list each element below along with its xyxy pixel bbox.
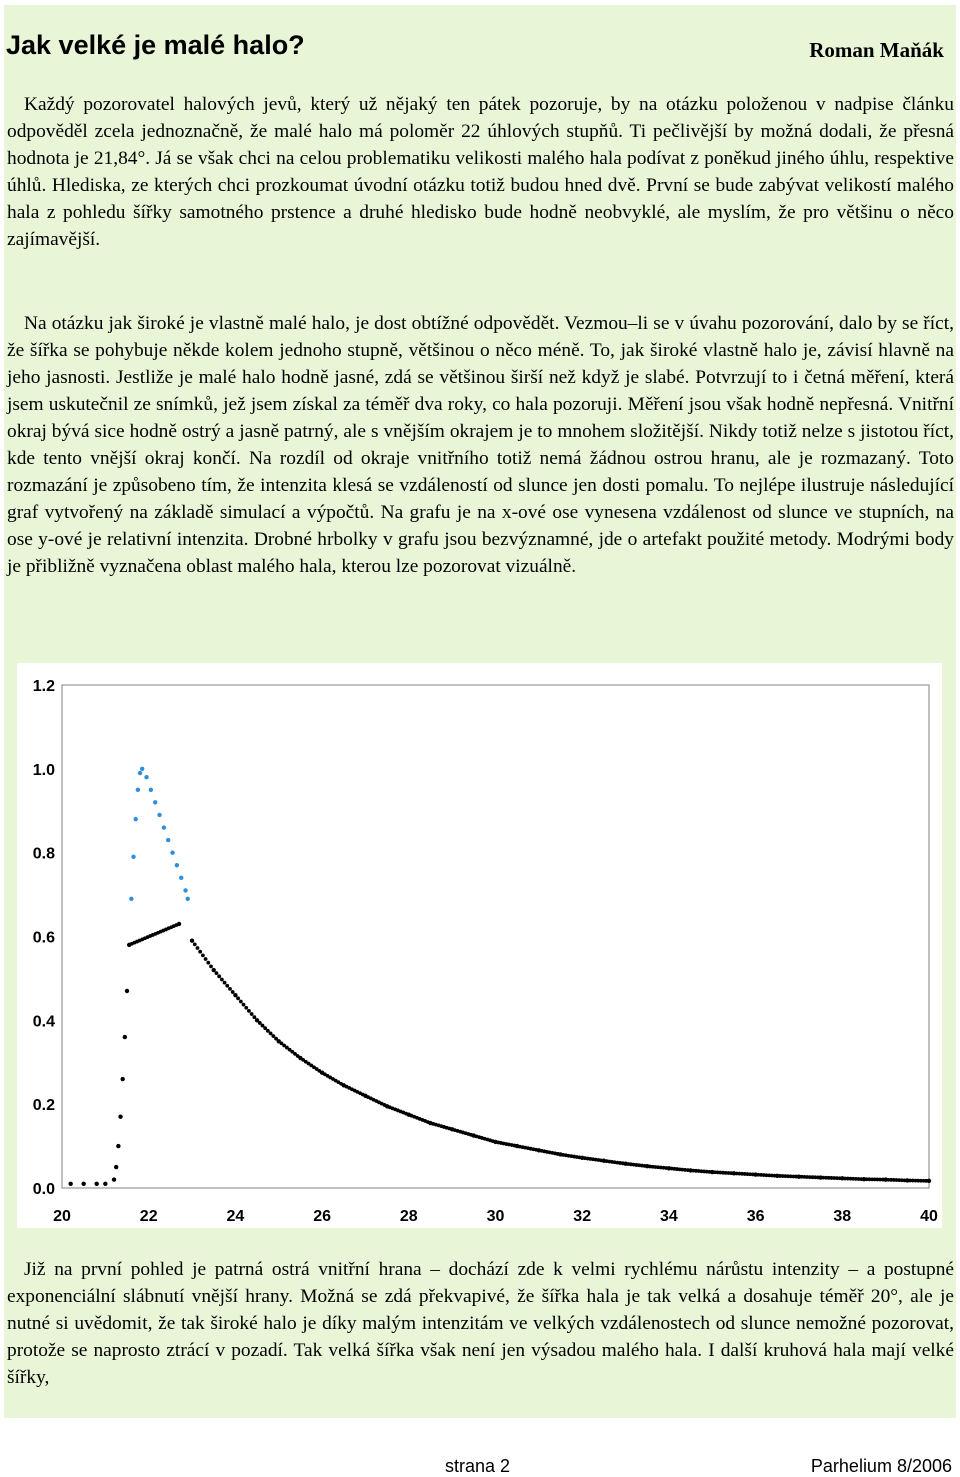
data-point: [190, 938, 194, 942]
data-point: [114, 1165, 118, 1169]
data-point-dense: [236, 996, 240, 1000]
y-tick-label: 0.0: [32, 1181, 55, 1198]
x-tick-label: 30: [486, 1208, 505, 1225]
data-point-visible: [138, 771, 142, 775]
data-point: [116, 1144, 120, 1148]
data-point-visible: [153, 800, 157, 804]
data-point-dense: [252, 1015, 256, 1019]
data-point-dense: [220, 978, 224, 982]
data-point-dense: [201, 953, 205, 957]
data-point: [212, 968, 216, 972]
data-point-visible: [186, 897, 190, 901]
y-tick-label: 1.2: [32, 678, 55, 695]
data-point-visible: [144, 775, 148, 779]
data-point: [81, 1182, 85, 1186]
paragraph-width-text: Na otázku jak široké je vlastně malé halo, je dost obtížné odpovědět. Vezmou–li se v úvahu pozorování, dalo by se říct, že šířka se pohybuje někde kolem jednoho stupně, většinou o něco méně. To, jak široké vlastně halo je, závisí hlavně na jeho jasnosti. Jestliže je malé halo hodně jasné, zdá se většinou širší než když je slabé. Potvrzují to i četná měření, která jsem uskutečnil ze snímků, jež jsem získal za téměř dva roky, co hala pozoruji. Měření jsou však hodně nepřesná. Vnitřní okraj bývá sice hodně ostrý a jasně patrný, ale s vnějším okrajem je to mnohem složitější. Nikdy totiž nelze s jistotou říct, kde tento vnější okraj končí. Na rozdíl od okraje vnitřního totiž nemá žádnou ostrou hranu, ale je rozmazaný. Toto rozmazání je způsobeno tím, že intenzita klesá se vzdáleností od slunce jen dosti pomalu. To nejlépe ilustruje následující graf vytvořený na základě simulací a výpočtů. Na grafu je na x-ové ose vynesena vzdálenost od slunce ve stupních, na ose y-ové je relativní intenzita. Drobné hrbolky v grafu jsou bezvýznamné, jde o artefakt použité metody. Modrými body je přibližně vyznačena oblast malého hala, kterou lze pozorovat vizuálně.: [7, 313, 954, 577]
x-tick-label: 24: [226, 1208, 245, 1225]
paragraph-intro: [7, 91, 954, 253]
x-tick-label: 28: [399, 1208, 418, 1225]
data-point-visible: [157, 813, 161, 817]
x-tick-label: 22: [139, 1208, 158, 1225]
data-point-dense: [204, 957, 208, 961]
x-tick-label: 38: [833, 1208, 852, 1225]
page-number: strana 2: [445, 1456, 511, 1476]
data-point: [103, 1182, 107, 1186]
paragraph-intro-text: Každý pozorovatel halových jevů, který už nějaký ten pátek pozoruje, by na otázku položenou v nadpise článku odpověděl zcela jednoznačně, že malé halo má poloměr 22 úhlových stupňů. Ti pečlivější by možná dodali, že přesná hodnota je 21,84°. Já se však chci na celou problematiku velikosti malého hala podívat z poněkud jiného úhlu, respektive úhlů. Hlediska, ze kterých chci prozkoumat úvodní otázku totiž budou hned dvě. První se bude zabývat velikostí malého hala z pohledu šířky samotného prstence a druhé hledisko bude hodně neobvyklé, ale myslím, že pro většinu o něco zajímavější.: [7, 94, 954, 250]
x-tick-label: 34: [660, 1208, 678, 1225]
data-point: [123, 1035, 127, 1039]
data-point-dense: [217, 974, 221, 978]
x-tick-label: 20: [53, 1208, 71, 1225]
data-point: [927, 1179, 931, 1183]
x-tick-label: 36: [746, 1208, 765, 1225]
data-point-visible: [166, 838, 170, 842]
data-point-visible: [179, 876, 183, 880]
data-point: [118, 1115, 122, 1119]
y-tick-label: 1.0: [32, 761, 55, 779]
data-point-dense: [198, 950, 202, 954]
data-point-visible: [149, 788, 153, 792]
y-tick-label: 0.8: [32, 845, 55, 863]
data-point-dense: [228, 987, 232, 991]
y-tick-label: 0.6: [32, 929, 55, 947]
data-point-dense: [242, 1003, 246, 1007]
x-tick-label: 26: [313, 1208, 331, 1225]
x-tick-label: 32: [573, 1208, 592, 1225]
intensity-chart: [17, 663, 942, 1228]
data-point: [94, 1182, 98, 1186]
y-tick-label: 0.4: [32, 1013, 55, 1031]
data-point-dense: [223, 981, 227, 985]
data-point-dense: [193, 942, 197, 946]
data-point-visible: [131, 855, 135, 859]
data-point: [125, 989, 129, 993]
x-tick-label: 40: [920, 1208, 938, 1225]
data-point: [120, 1077, 124, 1081]
data-point-dense: [239, 1000, 243, 1004]
data-point-dense: [247, 1009, 251, 1013]
data-point-dense: [215, 971, 219, 975]
data-point-dense: [206, 961, 210, 965]
data-point-visible: [170, 850, 174, 854]
data-point: [177, 922, 181, 926]
page-title: Jak velké je malé halo?: [6, 30, 305, 60]
data-point-dense: [244, 1006, 248, 1010]
data-point-dense: [225, 984, 229, 988]
data-point-visible: [133, 817, 137, 821]
plot-area: [62, 685, 929, 1188]
intensity-chart-svg: [17, 663, 942, 1228]
data-point-visible: [129, 897, 133, 901]
paragraph-conclusion: [7, 1256, 954, 1391]
data-point-visible: [140, 767, 144, 771]
y-tick-label: 0.2: [32, 1097, 55, 1115]
data-point: [112, 1177, 116, 1181]
data-point: [68, 1182, 72, 1186]
data-point-dense: [231, 990, 235, 994]
data-point-dense: [196, 946, 200, 950]
data-point: [233, 993, 237, 997]
author-name: Roman Maňák: [809, 38, 944, 62]
issue-label: Parhelium 8/2006: [810, 1456, 952, 1476]
paragraph-conclusion-text: Již na první pohled je patrná ostrá vnitřní hrana – dochází zde k velmi rychlému nárůstu intenzity – a postupné exponenciální slábnutí vnější hrany. Možná se zdá překvapivé, že šířka hala je tak velká a dosahuje téměř 20°, ale je nutné si uvědomit, že tak široké halo je díky malým intenzitám ve velkých vzdálenostech od slunce nemožné pozorovat, protože se naprosto ztrácí v pozadí. Tak velká šířka však není jen výsadou malého hala. I další kruhová hala mají velké šířky,: [7, 1259, 954, 1388]
data-point-visible: [162, 825, 166, 829]
data-point-visible: [175, 863, 179, 867]
data-point-visible: [136, 788, 140, 792]
data-point-dense: [209, 964, 213, 968]
data-point-visible: [183, 888, 187, 892]
paragraph-width: [7, 310, 954, 580]
data-point-dense: [250, 1012, 254, 1016]
